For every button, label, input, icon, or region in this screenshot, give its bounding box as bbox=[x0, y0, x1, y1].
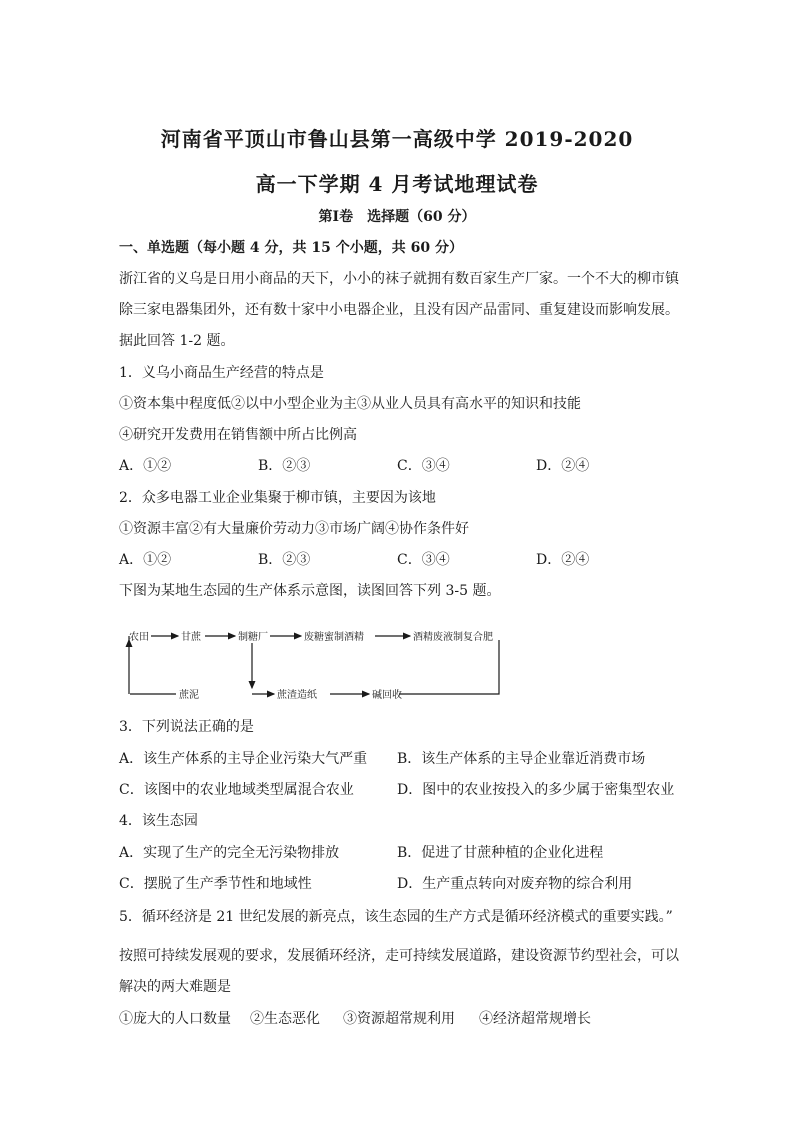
q3-option-c[interactable]: C．该图中的农业地域类型属混合农业 bbox=[119, 782, 354, 798]
q5-stem: 5．循环经济是 21 世纪发展的新亮点，该生态园的生产方式是循环经济模式的重要实践。” bbox=[119, 909, 673, 925]
q5-line-2: 按照可持续发展观的要求，发展循环经济，走可持续发展道路，建设资源节约型社会，可以 bbox=[119, 948, 679, 964]
node-alkali-recovery: 碱回收 bbox=[372, 690, 402, 701]
section-title: 第Ⅰ卷 选择题（60 分） bbox=[318, 209, 476, 225]
q5-choice-4: ④经济超常规增长 bbox=[479, 1011, 591, 1027]
q3-option-a[interactable]: A．该生产体系的主导企业污染大气严重 bbox=[119, 751, 368, 767]
q1-option-a[interactable]: A．①② bbox=[119, 458, 172, 474]
loop-right bbox=[399, 640, 499, 694]
q1-option-d[interactable]: D．②④ bbox=[536, 458, 590, 474]
q2-option-c[interactable]: C．③④ bbox=[397, 552, 450, 568]
node-cane-mud: 蔗泥 bbox=[179, 690, 199, 701]
q2-stem: 2．众多电器工业企业集聚于柳市镇，主要因为该地 bbox=[119, 490, 436, 506]
q5-choice-3: ③资源超常规利用 bbox=[343, 1011, 455, 1027]
exam-title-line1: 河南省平顶山市鲁山县第一高级中学 2019-2020 bbox=[160, 127, 634, 151]
q3-option-b[interactable]: B．该生产体系的主导企业靠近消费市场 bbox=[397, 751, 646, 767]
q1-option-c[interactable]: C．③④ bbox=[397, 458, 450, 474]
q2-statements: ①资源丰富②有大量廉价劳动力③市场广阔④协作条件好 bbox=[119, 521, 469, 537]
intro-line-2: 除三家电器集团外，还有数十家中小电器企业，且没有因产品雷同、重复建设而影响发展。 bbox=[119, 302, 679, 318]
production-system-diagram bbox=[119, 610, 509, 705]
node-molasses-alcohol: 废糖蜜制酒精 bbox=[304, 632, 364, 643]
node-sugar-mill: 制糖厂 bbox=[238, 632, 268, 643]
q4-option-d[interactable]: D．生产重点转向对废弃物的综合利用 bbox=[397, 876, 633, 892]
q4-option-c[interactable]: C．摆脱了生产季节性和地域性 bbox=[119, 876, 312, 892]
q5-line-3: 解决的两大难题是 bbox=[119, 979, 231, 995]
q2-option-b[interactable]: B．②③ bbox=[258, 552, 311, 568]
q2-option-d[interactable]: D．②④ bbox=[536, 552, 590, 568]
q3-stem: 3．下列说法正确的是 bbox=[119, 719, 254, 735]
q5-choice-1: ①庞大的人口数量 bbox=[119, 1011, 231, 1027]
intro-line-3: 据此回答 1-2 题。 bbox=[119, 333, 235, 349]
node-sugarcane: 甘蔗 bbox=[181, 632, 201, 643]
q3-option-d[interactable]: D．图中的农业按投入的多少属于密集型农业 bbox=[397, 782, 675, 798]
q1-statements-1: ①资本集中程度低②以中小型企业为主③从业人员具有高水平的知识和技能 bbox=[119, 396, 581, 412]
q4-stem: 4．该生态园 bbox=[119, 813, 198, 829]
part-heading: 一、单选题（每小题 4 分，共 15 个小题，共 60 分） bbox=[119, 240, 463, 256]
q5-choice-2: ②生态恶化 bbox=[250, 1011, 320, 1027]
node-alcohol-fertilizer: 酒精废液制复合肥 bbox=[413, 632, 493, 643]
diagram-intro: 下图为某地生态园的生产体系示意图，读图回答下列 3-5 题。 bbox=[119, 583, 501, 599]
node-farmland: 农田 bbox=[129, 632, 149, 643]
q4-option-b[interactable]: B．促进了甘蔗种植的企业化进程 bbox=[397, 845, 604, 861]
q2-option-a[interactable]: A．①② bbox=[119, 552, 172, 568]
q1-statements-2: ④研究开发费用在销售额中所占比例高 bbox=[119, 427, 357, 443]
intro-line-1: 浙江省的义乌是日用小商品的天下，小小的袜子就拥有数百家生产厂家。一个不大的柳市镇 bbox=[119, 271, 679, 287]
q1-option-b[interactable]: B．②③ bbox=[258, 458, 311, 474]
q1-stem: 1．义乌小商品生产经营的特点是 bbox=[119, 365, 324, 381]
q4-option-a[interactable]: A．实现了生产的完全无污染物排放 bbox=[119, 845, 340, 861]
exam-title-line2: 高一下学期 4 月考试地理试卷 bbox=[255, 172, 539, 196]
node-bagasse-paper: 蔗渣造纸 bbox=[277, 690, 317, 701]
